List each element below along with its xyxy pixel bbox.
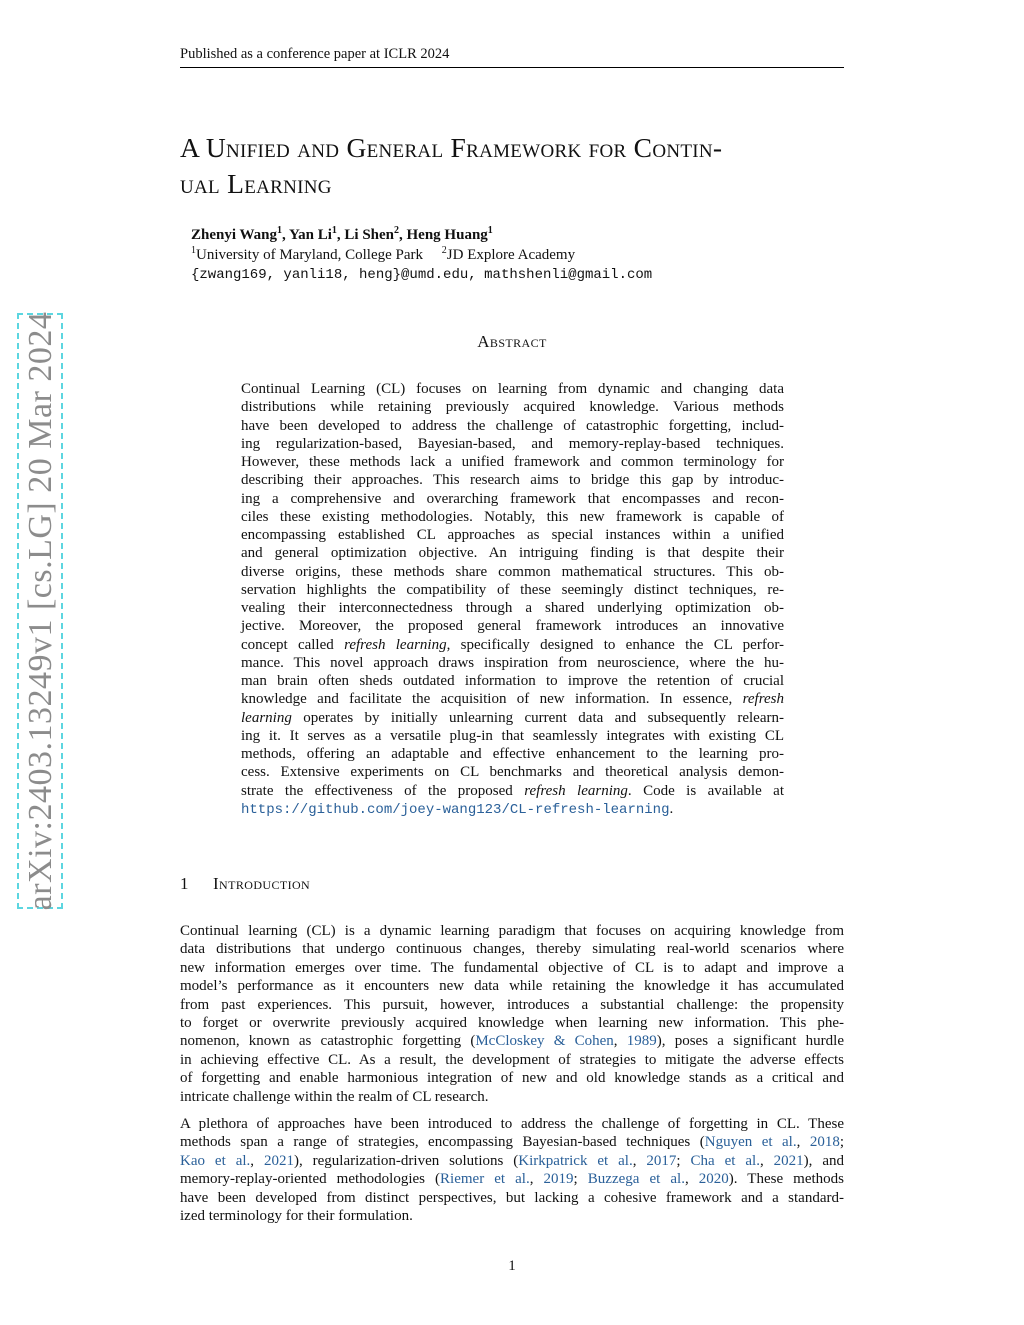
abstract-line: distributions while retaining previously acquired knowledge. Various methods [241,399,784,416]
email-list: {zwang169, yanli18, heng}@umd.edu, [191,267,477,283]
abstract-line: jective. Moreover, the proposed general framework introduces an innovative [241,618,784,635]
citation-link[interactable]: Kao et al. [180,1152,251,1169]
text-run: , specifically designed to enhance the CL perfor- [446,636,785,653]
abstract-line: man brain often sheds outdated information to improve the retention of crucial [241,673,784,689]
running-header: Published as a conference paper at ICLR 2024 [180,46,844,68]
text-run: , [613,1033,627,1050]
emphasis: refresh learning [524,782,628,799]
paragraph-line: of forgetting and enable harmonious integration of new and old knowledge stands as a critical and [180,1070,844,1087]
paragraph-line: ized terminology for their formulation. [180,1208,413,1225]
abstract-line: ing a comprehensive and overarching framework that encompasses and recon- [241,490,784,507]
abstract-heading: Abstract [477,332,547,351]
paragraph-line: methods span a range of strategies, encompassing Bayesian-based techniques (Nguyen et al., 2018; [180,1134,845,1151]
emphasis: refresh [742,691,784,708]
paragraph-line: have been developed from distinct perspectives, but lacking a cohesive framework and a standard- [180,1189,844,1206]
page-number: 1 [508,1258,516,1274]
code-link[interactable]: https://github.com/joey-wang123/CL-refresh-learning [241,801,670,818]
paragraph-line: Continual learning (CL) is a dynamic learning paradigm that focuses on acquiring knowledge from [180,923,844,939]
text-run: operates by initially unlearning current data and subsequently relearn- [291,709,784,726]
author-name: Zhenyi Wang [191,227,278,243]
citation-year-link[interactable]: 2019 [543,1171,574,1188]
abstract-line [241,800,784,819]
author-block [191,226,831,286]
paragraph-line: new information emerges over time. The fundamental objective of CL is to adapt and improve a [180,959,844,976]
abstract-line: mance. This novel approach draws inspiration from neuroscience, where the hu- [241,654,784,671]
text-run: nomenon, known as catastrophic forgetting ( [180,1033,476,1050]
emphasis: refresh learning [344,636,447,653]
citation-year-link[interactable]: 2020 [698,1171,729,1188]
abstract-line: vealing their interconnectedness through a shared underlying optimization ob- [241,600,784,616]
abstract-line: cess. Extensive experiments on CL benchmarks and theoretical analysis demon- [241,764,784,781]
citation-link[interactable]: Cha et al. [690,1152,760,1169]
text-run: strate the effectiveness of the proposed [241,782,525,799]
abstract-line: However, these methods lack a unified framework and common terminology for [241,454,784,470]
affiliation-2: JD Explore Academy [446,246,576,263]
abstract-line: ing it. It serves as a versatile plug-in that seamlessly integrates with existing CL [241,727,784,744]
abstract-line: have been developed to address the challenge of catastrophic forgetting, includ- [241,417,784,434]
abstract-line: encompassing established CL approaches as special instances within a unified [241,527,784,543]
paragraph-line: model’s performance as it encounters new data while retaining the knowledge it has accumulated [180,978,844,995]
emails [191,265,831,286]
paragraph-line [180,1032,844,1050]
text-run: . Code is available at [627,782,784,799]
abstract-line: and general optimization objective. An intriguing finding is that despite their [241,545,784,562]
abstract-line: servation highlights the compatibility of these seemingly distinct techniques, re- [241,581,784,598]
paragraph-line: from past experiences. This pursuit, however, introduces a substantial challenge: the propensity [180,996,844,1013]
author-names: Zhenyi Wang$^1$, Yan Li$^1$, Li Shen$^2$, Heng Huang$^1$ [191,225,493,243]
affiliation-1: University of Maryland, College Park [196,246,424,263]
text-run: methods span a range of strategies, encompassing Bayesian-based techniques ( [180,1134,705,1151]
text-run: ). These methods [728,1171,845,1188]
citation-link[interactable]: Riemer et al. [440,1171,530,1188]
section-number: 1 [180,874,189,893]
paragraph-line: Kao et al., 2021), regularization-driven solutions (Kirkpatrick et al., 2017; Cha et al., 2021), and [180,1152,844,1169]
paragraph-line: to forget or overwrite previously acquired knowledge when learning new information. This phe- [180,1015,844,1032]
abstract-line: methods, offering an adaptable and effective enhancement to the learning pro- [241,746,784,762]
citation-year-link[interactable]: 1989 [626,1033,657,1050]
abstract-line [241,636,784,654]
paragraph-line: data distributions that undergo continuous changes, thereby simulating real-world scenarios where [180,941,844,958]
abstract-line [241,782,784,800]
citation-link[interactable]: McCloskey & Cohen [475,1033,614,1050]
text-run: ), regularization-driven solutions ( [293,1152,519,1169]
author-name: Li Shen [344,227,395,243]
arxiv-stamp: arXiv:2403.13249v1 [cs.LG] 20 Mar 2024 [22,311,59,911]
abstract-line: diverse origins, these methods share common mathematical structures. This ob- [241,563,784,580]
citation-link[interactable]: Buzzega et al. [587,1171,685,1188]
abstract-line: ciles these existing methodologies. Notably, this new framework is capable of [241,508,784,525]
abstract-line [241,709,784,727]
title-line-1: A Unified and General Framework for Contin- [180,132,723,163]
text-run: knowledge and facilitate the acquisition of new information. In essence, [241,691,743,708]
paragraph-line: intricate challenge within the realm of CL research. [180,1088,489,1105]
text-run: ), and [803,1152,844,1169]
section-title: Introduction [213,874,311,893]
citation-link[interactable]: Nguyen et al. [704,1134,797,1151]
email-2: mathshenli@gmail.com [484,267,653,283]
section-heading-introduction [180,874,310,894]
citation-year-link[interactable]: 2021 [263,1152,294,1169]
abstract-line: describing their approaches. This research aims to bridge this gap by introduc- [241,472,784,489]
text-run: memory-replay-oriented methodologies ( [180,1171,441,1188]
paragraph-line: A plethora of approaches have been introduced to address the challenge of forgetting in CL. These [180,1116,844,1132]
citation-year-link[interactable]: 2021 [773,1152,804,1169]
emphasis: learning [241,709,292,726]
intro-paragraph-1 [180,922,844,1106]
author-name: Heng Huang [406,227,488,243]
citation-year-link[interactable]: 2018 [809,1134,840,1151]
paper-title [180,130,852,202]
text-run: concept called [241,636,345,653]
citation-link[interactable]: Kirkpatrick et al. [518,1152,633,1169]
abstract-line [241,690,784,708]
text-run: . [669,800,674,817]
affiliations: $^1$University of Maryland, College Park $^2$JD Explore Academy [191,244,576,263]
abstract-line: Continual Learning (CL) focuses on learning from dynamic and changing data [241,381,784,397]
paragraph-line: in achieving effective CL. As a result, the development of strategies to mitigate the adverse effects [180,1051,844,1068]
text-run: ), poses a significant hurdle [656,1033,844,1050]
author-name: Yan Li [288,227,332,243]
paragraph-line: memory-replay-oriented methodologies (Riemer et al., 2019; Buzzega et al., 2020). These methods [180,1171,845,1188]
abstract-body [241,380,784,819]
intro-paragraph-2 [180,1115,844,1225]
title-line-2: ual Learning [180,168,332,199]
abstract-line: ing regularization-based, Bayesian-based, and memory-replay-based techniques. [241,435,784,452]
citation-year-link[interactable]: 2017 [646,1152,677,1169]
